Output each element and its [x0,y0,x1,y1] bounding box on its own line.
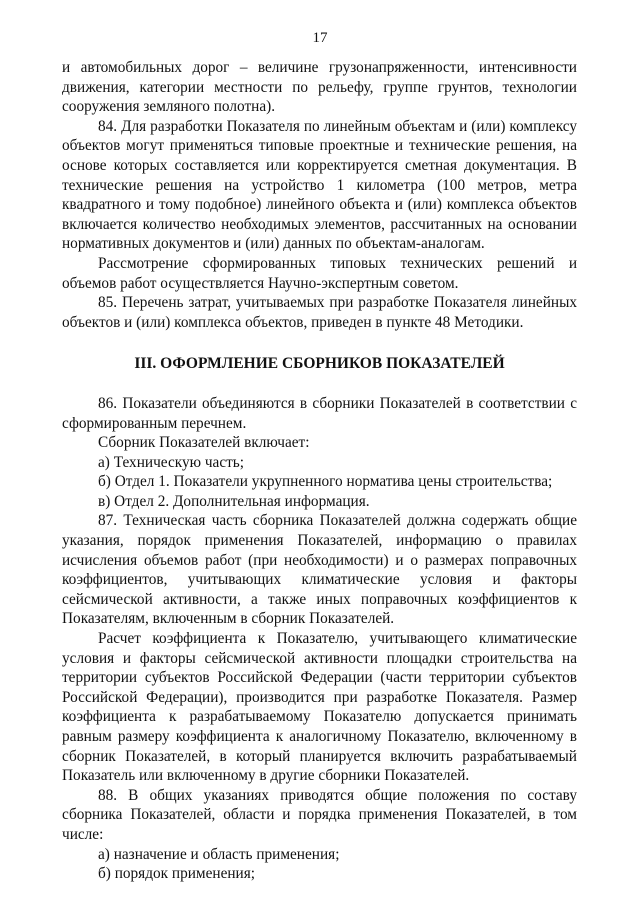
paragraph: б) Отдел 1. Показатели укрупненного норматива цены строительства; [98,473,553,491]
paragraph: а) назначение и область применения; [98,845,340,863]
paragraph: Рассмотрение сформированных типовых технических решений и объемов работ осуществляется Научно-экспертным советом. [62,254,577,292]
paragraph: 86. Показатели объединяются в сборники Показателей в соответствии с сформированным перечнем. [62,394,577,432]
paragraph: 85. Перечень затрат, учитываемых при разработке Показателя линейных объектов и (или) комплекса объектов, приведен в пункте 48 Методики. [62,294,577,331]
paragraph: в) Отдел 2. Дополнительная информация. [98,492,370,510]
page-number: 17 [312,30,328,46]
document-body [62,58,577,884]
paragraphs-after [62,394,577,884]
paragraphs-before [62,58,577,332]
paragraph: 88. В общих указаниях приводятся общие положения по составу сборника Показателей, области и порядка применения Показателей, в том числе: [62,786,577,843]
paragraph: 84. Для разработки Показателя по линейным объектам и (или) комплексу объектов могут применяться типовые проектные и технические решения, на основе которых составляется или корректируется сметная документация. В технические решения на устройство 1 километра (100 метров, метра квадратного и тому подобное) линейного объекта и (или) комплекса объектов включается количество необходимых элементов, рассчитанных на основании нормативных документов и (или) данных по объектам-аналогам. [62,117,577,253]
paragraph: а) Техническую часть; [98,453,245,471]
section-heading: III. ОФОРМЛЕНИЕ СБОРНИКОВ ПОКАЗАТЕЛЕЙ [134,355,505,373]
paragraph: б) порядок применения; [98,865,256,883]
paragraph: и автомобильных дорог – величине грузонапряженности, интенсивности движения, категории местности по рельефу, группе грунтов, технологии сооружения земляного полотна). [62,59,577,116]
paragraph: Расчет коэффициента к Показателю, учитывающего климатические условия и факторы сейсмической активности площадки строительства на территории субъектов Российской Федерации (части территории субъектов Российской Федерации), производится при разработке Показателя. Размер коэффициента к разрабатываемому Показателю допускается принимать равным размеру коэффициента к аналогичному Показателю, включенному в сборник Показателей, в который планируется включить разрабатываемый Показатель или включенному в другие сборники Показателей. [62,630,577,785]
paragraph: Сборник Показателей включает: [98,434,310,452]
paragraph: 87. Техническая часть сборника Показателей должна содержать общие указания, порядок применения Показателей, информацию о правилах исчисления объемов работ (при необходимости) и о размерах поправочных коэффициентов, учитывающих климатические условия и факторы сейсмической активности, а также иных поправочных коэффициентов к Показателям, включенным в сборник Показателей. [62,512,577,628]
